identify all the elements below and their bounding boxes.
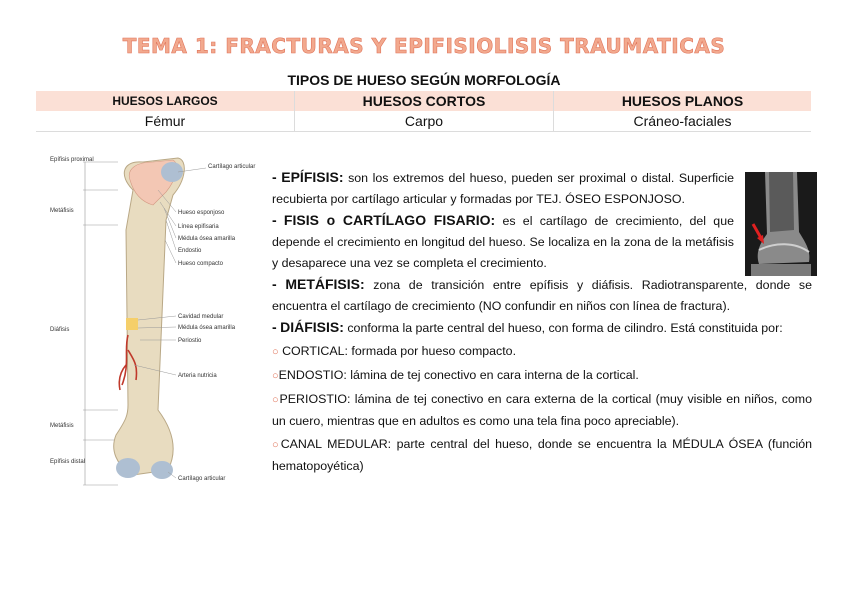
label-medula-amarilla-mid: Médula ósea amarilla (178, 325, 236, 331)
term-metafisis: METÁFISIS: (285, 276, 365, 292)
circle-bullet-icon: ○ (272, 394, 280, 406)
table-header-row (36, 91, 811, 111)
text-diafisis: conforma la parte central del hueso, con forma de cilindro. Está constituida por: (347, 321, 783, 335)
bullet-periostio: PERIOSTIO: lámina de tej conectivo en cara externa de la cortical (muy visible en niños, como un cuero, mientras que en adultos es como una tela fina poco apreciable). (272, 392, 812, 428)
marrow-window (126, 318, 138, 330)
dash: - (272, 276, 277, 292)
label-diafisis: Diáfisis (50, 327, 70, 333)
paragraph-diafisis (272, 317, 812, 339)
label-metafisis-bottom: Metáfisis (50, 423, 74, 429)
circle-bullet-icon: ○ (272, 370, 279, 382)
label-endostio: Endostio (178, 248, 202, 254)
paragraph-epifisis (272, 167, 734, 210)
label-cavidad-medular: Cavidad medular (178, 314, 224, 320)
label-medula-amarilla-top: Médula ósea amarilla (178, 236, 236, 242)
cell-carpo: Carpo (295, 111, 554, 132)
label-arteria-nutricia: Arteria nutricia (178, 373, 217, 379)
label-epifisis-distal: Epífisis distal (50, 459, 86, 465)
circle-bullet-icon: ○ (272, 439, 281, 451)
page-title: TEMA 1: FRACTURAS Y EPIFISIOLISIS TRAUMATICAS (122, 34, 726, 58)
term-epifisis: EPÍFISIS: (281, 169, 344, 185)
label-metafisis-top: Metáfisis (50, 208, 74, 214)
cartilage-cap-bottom-left (116, 458, 140, 478)
list-item (272, 434, 812, 477)
bone-parts-text (272, 167, 812, 477)
table-title: TIPOS DE HUESO SEGÚN MORFOLOGÍA (287, 72, 561, 88)
label-hueso-esponjoso: Hueso esponjoso (178, 210, 225, 216)
header-huesos-cortos: HUESOS CORTOS (295, 91, 554, 111)
term-fisis: FISIS o CARTÍLAGO FISARIO: (283, 212, 496, 228)
bullet-endostio: ENDOSTIO: lámina de tej conectivo en cara interna de la cortical. (278, 368, 639, 382)
header-huesos-largos: HUESOS LARGOS (36, 91, 295, 111)
long-bone-diagram (38, 150, 258, 495)
header-huesos-planos: HUESOS PLANOS (554, 91, 812, 111)
list-item (272, 389, 812, 432)
cartilage-cap-bottom-right (151, 461, 173, 479)
label-epifisis-proximal-text: Epífisis proximal (50, 157, 94, 163)
circle-bullet-icon: ○ (272, 346, 279, 358)
list-item (272, 365, 812, 387)
paragraph-fisis (272, 210, 734, 274)
table-row (36, 111, 811, 132)
cell-craneo: Cráneo-faciales (554, 111, 812, 132)
dash: - (272, 319, 277, 335)
bone-types-table (36, 91, 811, 132)
text-metafisis: zona de transición entre epífisis y diáfisis. Radiotransparente, donde se encuentra el cartílago de crecimiento (NO confundir en niños con línea de fractura). (272, 278, 812, 313)
list-item (272, 341, 812, 363)
cell-femur: Fémur (36, 111, 295, 132)
label-hueso-compacto: Hueso compacto (178, 261, 224, 267)
bullet-canal-medular: CANAL MEDULAR: parte central del hueso, donde se encuentra la MÉDULA ÓSEA (función hematopoyética) (272, 437, 812, 473)
femur-illustration (38, 150, 258, 495)
term-diafisis: DIÁFISIS: (280, 319, 344, 335)
bullet-cortical: CORTICAL: formada por hueso compacto. (278, 344, 517, 358)
paragraph-metafisis (272, 274, 812, 317)
label-epifisis-proximal (50, 157, 94, 163)
dash: - (272, 169, 277, 185)
label-cartilago-articular-bottom: Cartílago articular (178, 476, 226, 482)
text-epifisis: son los extremos del hueso, pueden ser proximal o distal. Superficie recubierta por cartílago articular y formadas por TEJ. ÓSEO ESPONJOSO. (272, 171, 734, 206)
label-linea-epifisaria: Línea epifisaria (178, 224, 219, 230)
label-periostio: Periostio (178, 338, 202, 344)
text-fisis: es el cartílago de crecimiento, del que depende el crecimiento en longitud del hueso. Se localiza en la zona de la metáfisis y desaparece una vez se completa el crecimiento. (272, 214, 734, 270)
dash: - (272, 212, 277, 228)
region-brackets (83, 162, 118, 485)
label-cartilago-articular-top: Cartílago articular (208, 164, 256, 170)
bone-shape (114, 158, 185, 475)
